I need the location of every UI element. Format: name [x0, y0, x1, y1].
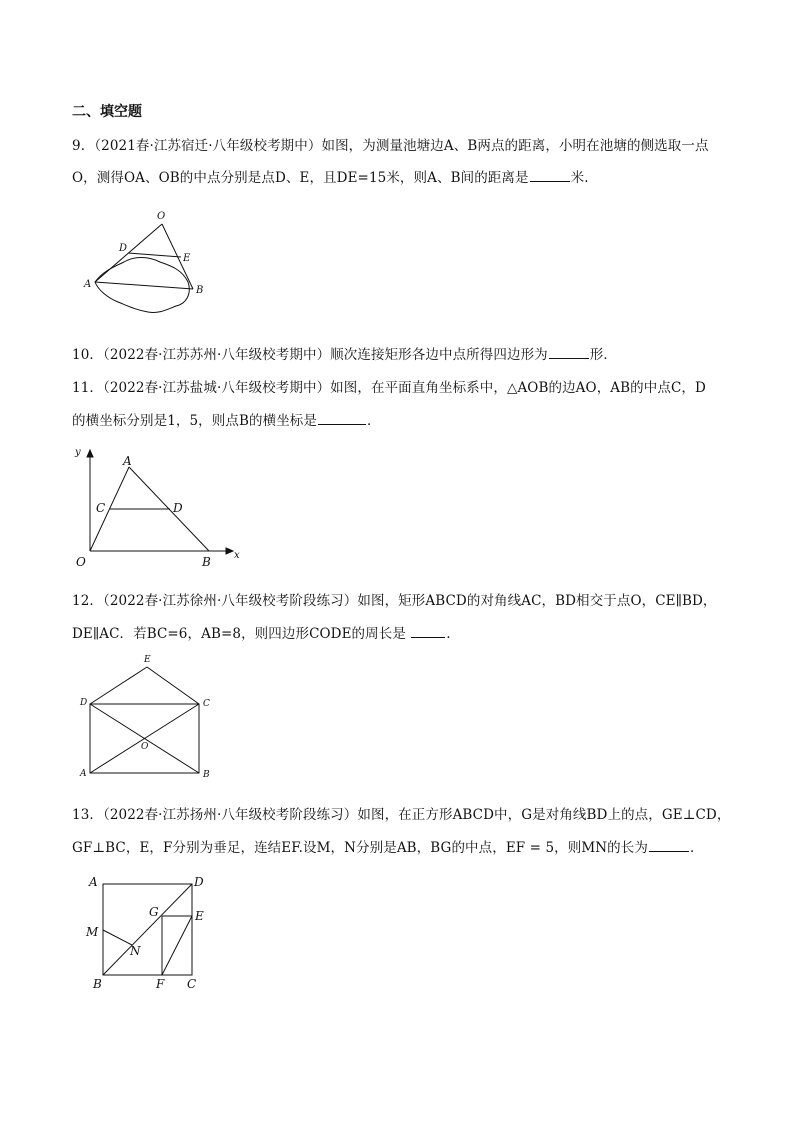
q12-label-O: O — [141, 742, 149, 752]
q12-answer-blank — [411, 625, 445, 638]
section-title: 二、填空题 — [72, 104, 142, 120]
q13-line2-end: ． — [689, 840, 704, 856]
q12-line1: 12．（2022春·江苏徐州·八年级校考阶段练习）如图，矩形ABCD的对角线AC，BD相交于点O，CE∥BD， — [72, 593, 717, 609]
q9-line1: 9．（2021春·江苏宿迁·八年级校考期中）如图，为测量池塘边A、B两点的距离，小明在池塘的侧选取一点 — [72, 138, 709, 154]
q10-line1-end: 形． — [589, 347, 617, 363]
q11-line1: 11．（2022春·江苏盐城·八年级校考期中）如图，在平面直角坐标系中，△AOB的边AO，AB的中点C，D — [72, 380, 706, 396]
q11-line2 — [72, 409, 381, 429]
q9-label-A: A — [84, 279, 92, 290]
q13-label-B: B — [93, 977, 102, 991]
q13-label-A: A — [89, 875, 98, 889]
q12-line2 — [72, 622, 460, 642]
q9-line2 — [72, 166, 589, 186]
q11-label-y: y — [75, 447, 81, 458]
q12-line2-text: DE∥AC．若BC=6，AB=8，则四边形CODE的周长是 — [72, 626, 411, 642]
q9-label-D: D — [119, 243, 128, 254]
q11-label-C: C — [96, 501, 106, 515]
q13-label-N: N — [130, 944, 141, 958]
q11-line2-end: ． — [367, 413, 381, 429]
q11-label-x: x — [234, 550, 240, 561]
q13-label-D: D — [194, 875, 204, 889]
q9-line2-text: O，测得OA、OB的中点分别是点D、E，且DE=15米，则A、B间的距离是 — [72, 170, 529, 186]
q9-line2-end: 米. — [570, 170, 589, 186]
q13-answer-blank — [649, 839, 689, 852]
q12-label-D: D — [80, 698, 88, 708]
q11-line2-text: 的横坐标分别是1，5，则点B的横坐标是 — [72, 413, 317, 429]
q11-label-A: A — [123, 454, 132, 468]
q13-line1: 13．（2022春·江苏扬州·八年级校考阶段练习）如图，在正方形ABCD中，G是对角线BD上的点，GE⊥CD， — [72, 807, 731, 823]
q13-line2-text: GF⊥BC，E，F分别为垂足，连结EF.设M，N分别是AB，BG的中点，EF = 5，则MN的长为 — [72, 840, 648, 856]
q11-label-O: O — [76, 555, 86, 569]
q9-label-O: O — [157, 211, 166, 222]
q9-answer-blank — [530, 169, 570, 182]
q13-label-F: F — [156, 977, 165, 991]
q12-label-A: A — [80, 769, 87, 779]
q12-label-C: C — [203, 699, 210, 709]
q11-label-D: D — [173, 501, 183, 515]
q13-label-G: G — [149, 905, 159, 919]
q12-label-B: B — [203, 770, 210, 780]
q9-label-E: E — [183, 253, 191, 264]
q12-line2-end: ． — [446, 626, 460, 642]
q10-answer-blank — [549, 346, 589, 359]
q11-label-B: B — [202, 555, 211, 569]
q10-line1-text: 10．（2022春·江苏苏州·八年级校考期中）顺次连接矩形各边中点所得四边形为 — [72, 347, 548, 363]
q13-label-M: M — [86, 925, 99, 939]
q13-label-E: E — [195, 909, 204, 923]
q13-label-C: C — [187, 977, 197, 991]
q9-label-B: B — [196, 285, 204, 296]
q10-line1 — [72, 343, 617, 363]
q12-label-E: E — [144, 655, 151, 665]
q13-line2 — [72, 836, 704, 856]
q11-answer-blank — [318, 412, 366, 425]
